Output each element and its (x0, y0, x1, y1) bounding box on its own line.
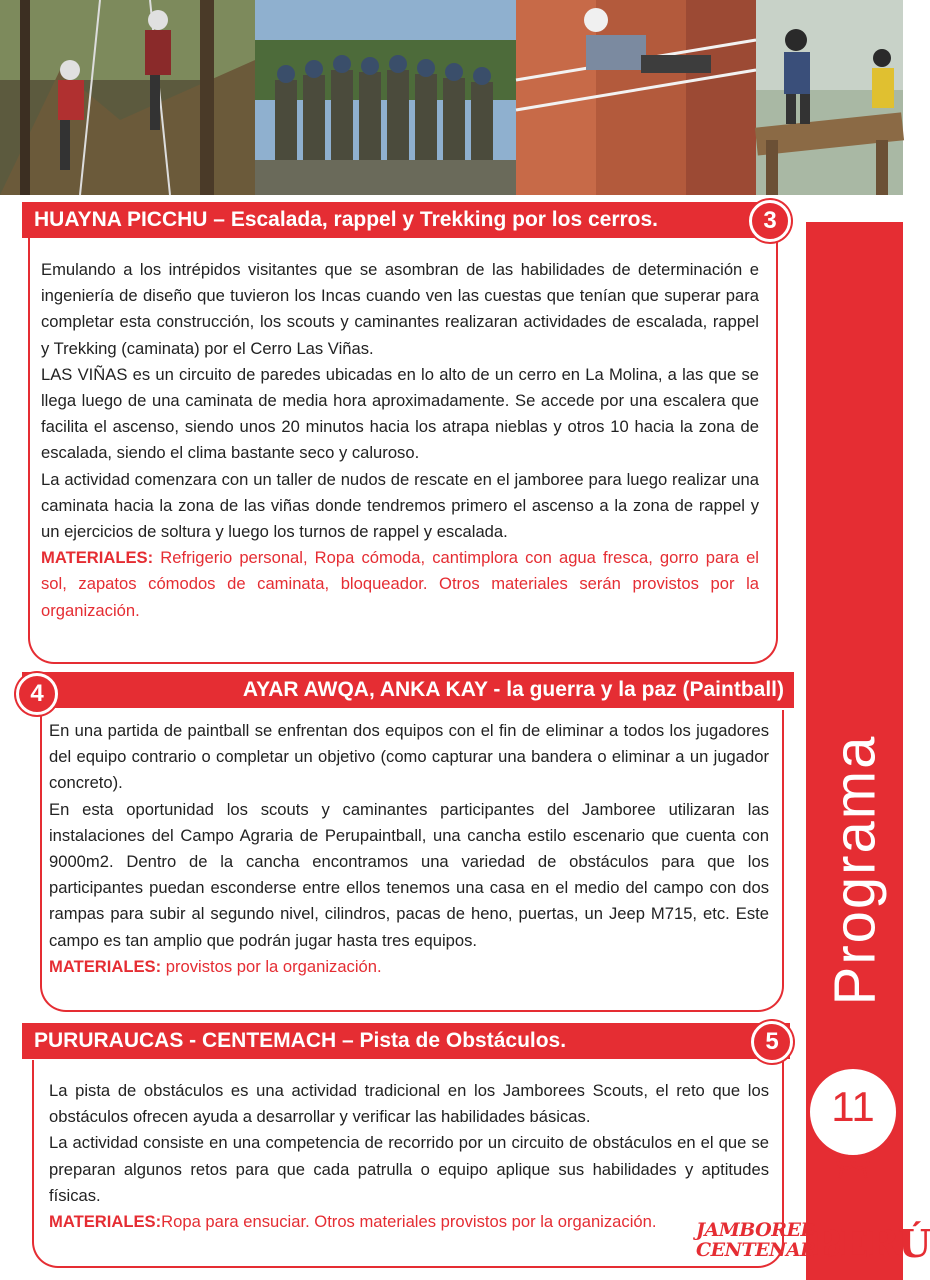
jamboree-logo (696, 1219, 930, 1270)
section-3-body (41, 257, 759, 624)
paragraph: La pista de obstáculos es una actividad tradicional en los Jamborees Scouts, el reto que los obstáculos ofrecen ayuda a desarrollar y verificar las habilidades básicas. (49, 1081, 769, 1127)
paragraph: La actividad comenzara con un taller de nudos de rescate en el jamboree para luego realizar una caminata hacia la zona de las viñas donde tendremos primero el ascenso a la zona de rappel y un ejercicios de soltura y luego los turnos de rappel y escalada. (41, 469, 759, 542)
group-photo (255, 0, 516, 195)
rope-climb-photo (516, 0, 756, 195)
materials-line (49, 1209, 684, 1235)
paragraph: En esta oportunidad los scouts y caminantes participantes del Jamboree utilizaran las instalaciones del Campo Agraria de Perupaintball, una cancha estilo escenario que cuenta con 9000m2. Dentro de la cancha encontramos una variedad de obstáculos para que los participantes puedan esconderse entre ellos tenemos una casa en el medio del campo con dos rampas para subir al segundo nivel, cilindros, pacas de heno, puertas, un Jeep M715, etc. Este campo es tan amplio que podrán jugar hasta tres equipos. (49, 799, 769, 950)
materials-text: Refrigerio personal, Ropa cómoda, cantimplora con agua fresca, gorro para el sol, zapatos cómodos de caminata, bloqueador. Otros materiales serán provistos por la organización. (41, 548, 759, 620)
materials-label: MATERIALES: (49, 1212, 162, 1232)
log-obstacle-photo (756, 0, 903, 195)
materials-line (41, 545, 759, 624)
section-3-title: HUAYNA PICCHU – Escalada, rappel y Trekking por los cerros. (22, 202, 782, 238)
section-3-number: 3 (749, 200, 791, 242)
section-4-title: AYAR AWQA, ANKA KAY - la guerra y la paz (Paintball) (22, 672, 794, 708)
rappel-forest-photo (0, 0, 255, 195)
materials-line (49, 954, 769, 980)
section-5-title: PURURAUCAS - CENTEMACH – Pista de Obstáculos. (22, 1023, 790, 1059)
paragraph: Emulando a los intrépidos visitantes que se asombran de las habilidades de determinación e ingeniería de diseño que tuvieron los Incas cuando ven las cuestas que tenían que superar para completar esta construcción, los scouts y caminantes realizaran actividades de escalada, rappel y Trekking (caminata) por el Cerro Las Viñas. (41, 260, 759, 358)
logo-line-1: JAMBOREE (696, 1219, 815, 1241)
page-number: 11 (831, 1083, 875, 1130)
materials-label: MATERIALES: (41, 548, 154, 568)
section-4-body (49, 718, 769, 980)
section-5-number: 5 (751, 1021, 793, 1063)
sidebar-label: Programa (822, 734, 888, 1006)
logo-line-2: CENTENARIO (696, 1239, 840, 1261)
paragraph: En una partida de paintball se enfrentan dos equipos con el fin de eliminar a todos los jugadores del equipo contrario o completar un objetivo (como capturar una bandera o eliminar a un jugador concreto). (49, 721, 769, 793)
logo-country: PERÚ (812, 1221, 930, 1266)
materials-text: provistos por la organización. (161, 956, 382, 976)
photo-strip (0, 0, 903, 195)
materials-text: Ropa para ensuciar. Otros materiales provistos por la organización. (161, 1212, 657, 1232)
paragraph: LAS VIÑAS es un circuito de paredes ubicadas en lo alto de un cerro en La Molina, a las que se llega luego de una caminata de media hora aproximadamente. Se accede por una escalera que facilita el ascenso, siendo unos 20 minutos hacia los atrapa nieblas y otros 10 hacia la zona de escalada, siendo el clima bastante seco y caluroso. (41, 364, 759, 463)
knot-icon (836, 1150, 870, 1180)
section-4-number: 4 (16, 673, 58, 715)
page-number-circle (807, 1066, 899, 1158)
section-5-body (49, 1078, 769, 1235)
paragraph: La actividad consiste en una competencia de recorrido por un circuito de obstáculos en el que se preparan algunos retos para que cada patrulla o equipo aplique sus habilidades y aptitudes físicas. (49, 1133, 769, 1205)
materials-label: MATERIALES: (49, 956, 162, 976)
